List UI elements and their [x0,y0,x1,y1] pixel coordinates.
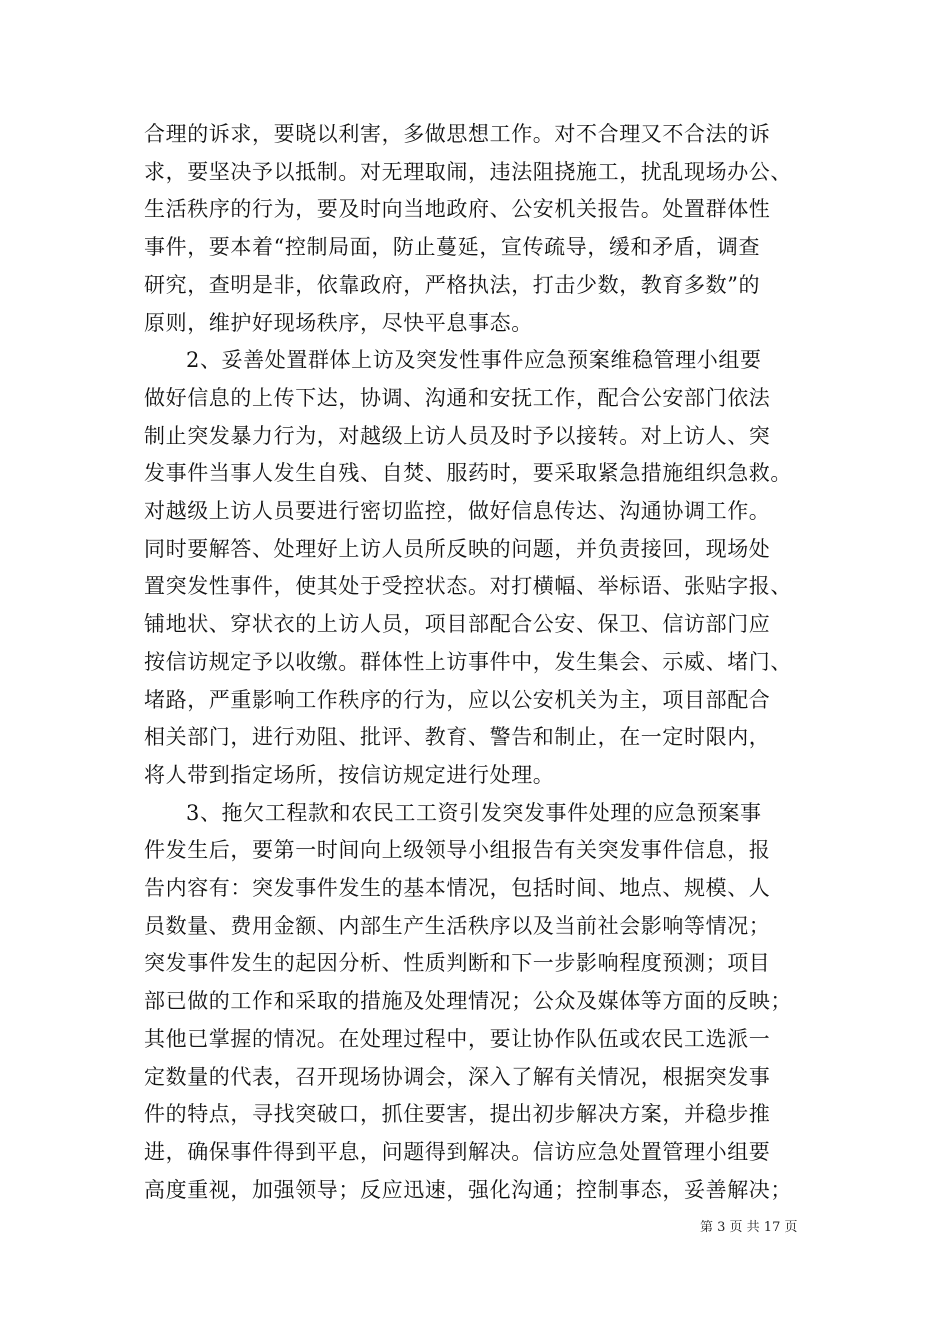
text-line: 其他已掌握的情况。在处理过程中，要让协作队伍或农民工选派一 [144,1026,771,1051]
text-line: 研究，查明是非，依靠政府，严格执法，打击少数，教育多数”的 [144,272,761,297]
text-line: 事件，要本着“控制局面，防止蔓延，宣传疏导，缓和矛盾，调查 [144,235,761,260]
text-line: 求，要坚决予以抵制。对无理取闹，违法阻挠施工，扰乱现场办公、 [144,159,792,184]
text-line: 将人带到指定场所，按信访规定进行处理。 [144,762,555,787]
text-line: 生活秩序的行为，要及时向当地政府、公安机关报告。处置群体性 [144,197,771,222]
text-line: 件发生后，要第一时间向上级领导小组报告有关突发事件信息，报 [144,838,771,863]
text-line: 定数量的代表，召开现场协调会，深入了解有关情况，根据突发事 [144,1064,771,1089]
text-line: 置突发性事件，使其处于受控状态。对打横幅、举标语、张贴字报、 [144,574,792,599]
text-line: 部已做的工作和采取的措施及处理情况；公众及媒体等方面的反映； [144,989,792,1014]
text-line: 同时要解答、处理好上访人员所反映的问题，并负责接回，现场处 [144,536,771,561]
text-line: 合理的诉求，要晓以利害，多做思想工作。对不合理又不合法的诉 [144,122,771,146]
text-line: 堵路，严重影响工作秩序的行为，应以公安机关为主，项目部配合 [144,687,771,712]
text-line: 做好信息的上传下达，协调、沟通和安抚工作，配合公安部门依法 [144,385,771,410]
text-line: 高度重视，加强领导；反应迅速，强化沟通；控制事态，妥善解决； [144,1177,792,1202]
text-line: 铺地状、穿状衣的上访人员，项目部配合公安、保卫、信访部门应 [144,612,771,637]
paragraph-3-first-line: 3、拖欠工程款和农民工工资引发突发事件处理的应急预案事 [186,800,762,825]
page-number-footer: 第 3 页 共 17 页 [700,1220,798,1235]
paragraph-2-first-line: 2、妥善处置群体上访及突发性事件应急预案维稳管理小组要 [186,348,762,373]
text-line: 按信访规定予以收缴。群体性上访事件中，发生集会、示威、堵门、 [144,649,792,674]
text-line: 突发事件发生的起因分析、性质判断和下一步影响程度预测；项目 [144,951,771,976]
text-line: 件的特点，寻找突破口，抓住要害，提出初步解决方案，并稳步推 [144,1102,771,1127]
text-line: 制止突发暴力行为，对越级上访人员及时予以接转。对上访人、突 [144,423,771,448]
text-line: 发事件当事人发生自残、自焚、服药时，要采取紧急措施组织急救。 [144,461,792,486]
text-line: 员数量、费用金额、内部生产生活秩序以及当前社会影响等情况； [144,913,771,938]
document-body [144,116,824,1209]
text-line: 对越级上访人员要进行密切监控，做好信息传达、沟通协调工作。 [144,499,771,524]
text-line: 原则，维护好现场秩序，尽快平息事态。 [144,310,533,335]
text-line: 进，确保事件得到平息，问题得到解决。信访应急处置管理小组要 [144,1139,771,1164]
text-line: 告内容有：突发事件发生的基本情况，包括时间、地点、规模、人 [144,876,771,901]
text-line: 相关部门，进行劝阻、批评、教育、警告和制止，在一定时限内， [144,725,771,750]
